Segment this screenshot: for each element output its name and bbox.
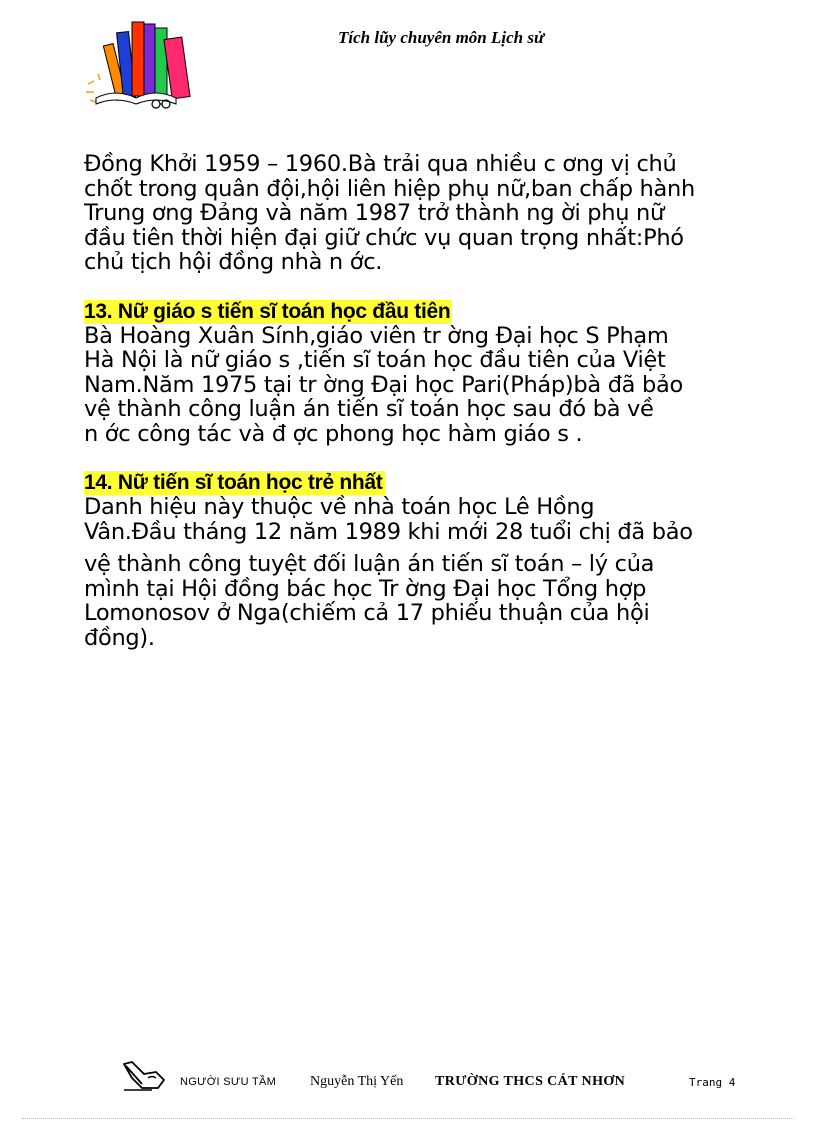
text-line: Bà Hoàng Xuân Sính,giáo viên tr ờng Đại học S Phạm [84,322,669,349]
section-14 [84,470,764,650]
section-13-heading: 13. Nữ giáo s tiến sĩ toán học đầu tiên [84,299,451,323]
writing-hand-icon [122,1058,168,1094]
text-line: Đồng Khởi 1959 – 1960.Bà trải qua nhiều c ơng vị chủ [84,151,677,177]
text-line: Nam.Năm 1975 tại tr ờng Đại học Pari(Pháp)bà đã bảo [84,371,683,398]
text-line: Trung ơng Đảng và năm 1987 trở thành ng ời phụ nữ [84,200,664,226]
section-14-heading: 14. Nữ tiến sĩ toán học trẻ nhất [84,471,383,494]
text-line: đầu tiên thời hiện đại giữ chức vụ quan trọng nhất:Phó [84,224,684,251]
document-body [84,152,764,650]
collector-label: NGƯỜI SƯU TẦM [180,1076,277,1088]
text-line: chốt trong quân đội,hội liên hiệp phụ nữ,ban chấp hành [84,175,695,202]
books-icon [84,14,204,110]
bottom-divider [22,1118,794,1119]
author-name: Nguyễn Thị Yến [310,1074,404,1089]
text-line: Vân.Đầu tháng 12 năm 1989 khi mới 28 tuổi chị đã bảo [84,518,693,545]
page-footer [122,1058,762,1098]
school-name: TRƯỜNG THCS CÁT NHƠN [435,1074,626,1089]
spacer [84,446,764,470]
text-line: n ớc công tác và đ ợc phong học hàm giáo s . [84,420,583,447]
text-line: chủ tịch hội đồng nhà n ớc. [84,249,383,275]
text-line: Danh hiệu này thuộc về nhà toán học Lê Hồng [84,494,595,520]
text-line: đồng). [84,624,155,651]
section-13 [84,299,764,447]
spacer [84,275,764,299]
text-line: Lomonosov ở Nga(chiếm cả 17 phiếu thuận của hội [84,600,650,626]
text-line: vệ thành công luận án tiến sĩ toán học sau đó bà về [84,396,654,422]
page-number: Trang 4 [689,1076,736,1089]
text-line: vệ thành công tuyệt đối luận án tiến sĩ toán – lý của [84,551,655,577]
page-header-title: Tích lũy chuyên môn Lịch sử [338,28,545,47]
text-line: mình tại Hội đồng bác học Tr ờng Đại học Tổng hợp [84,575,647,602]
text-line: Hà Nội là nữ giáo s ,tiến sĩ toán học đầu tiên của Việt [84,347,666,373]
intro-paragraph [84,152,764,275]
